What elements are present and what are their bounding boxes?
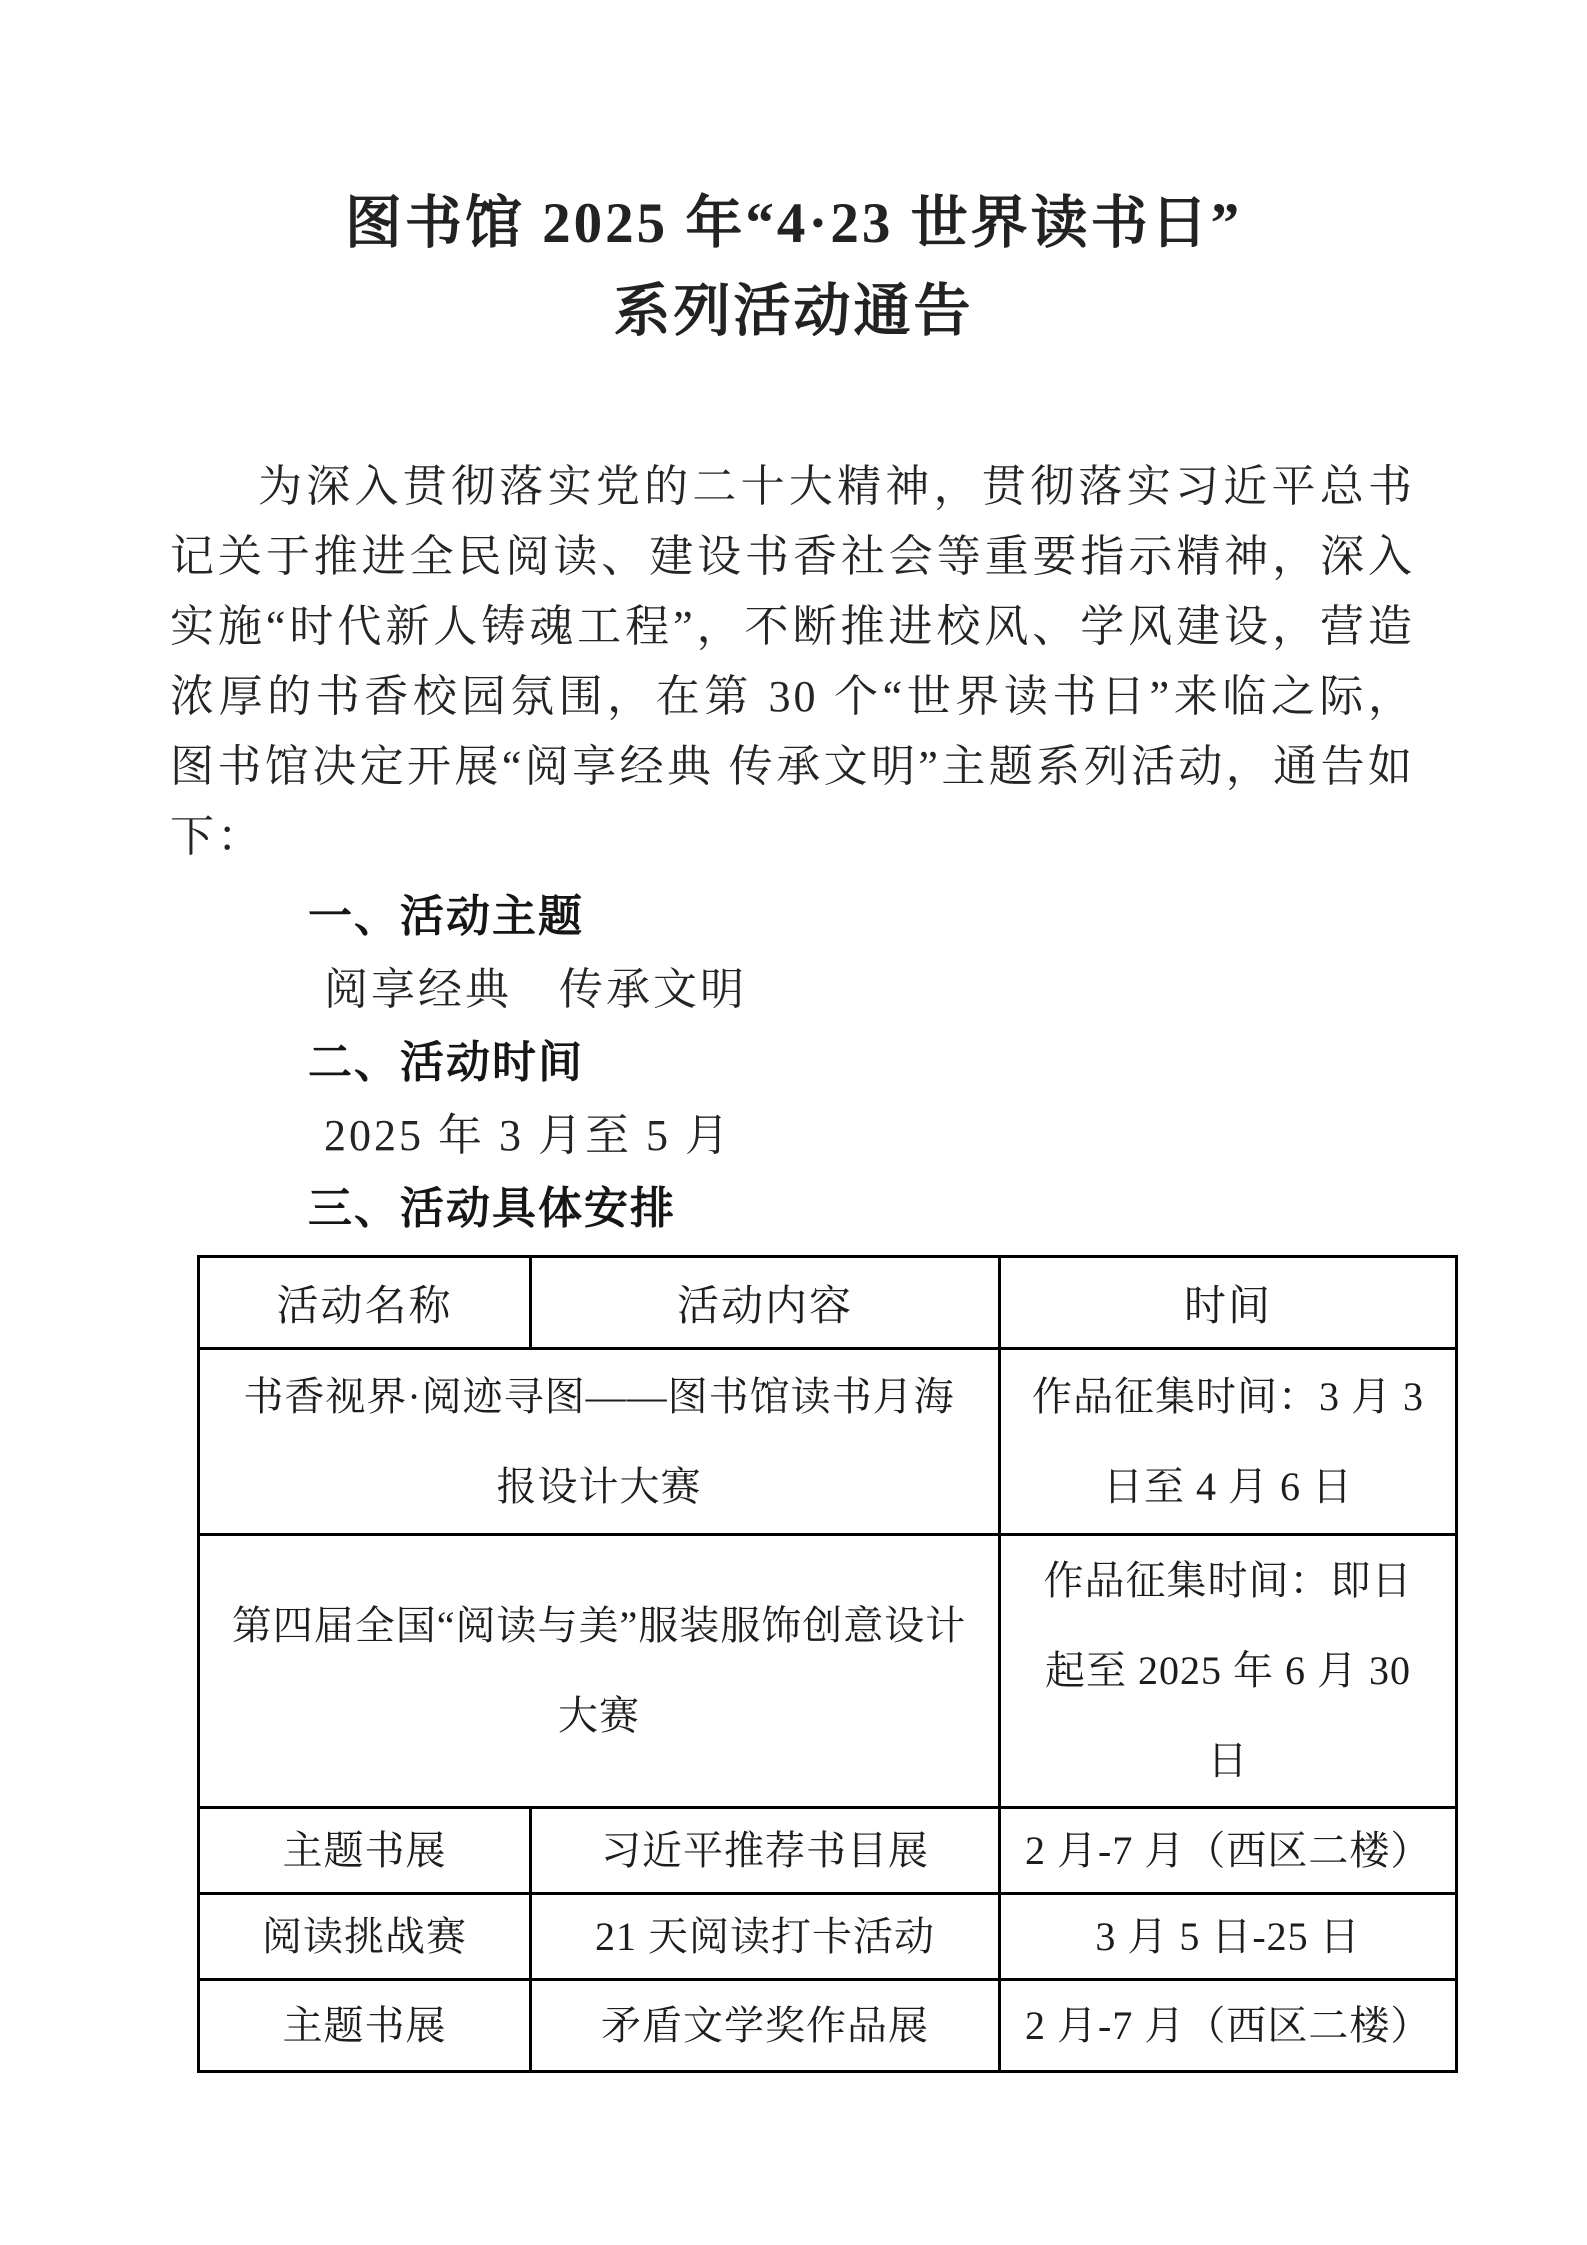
cell-activity-name: 主题书展 (199, 1808, 531, 1894)
cell-activity-name: 书香视界·阅迹寻图——图书馆读书月海报设计大赛 (199, 1349, 1000, 1535)
section-heading-schedule: 三、活动具体安排 (308, 1184, 676, 1233)
col-header-activity-content: 活动内容 (531, 1257, 1000, 1349)
cell-activity-content: 矛盾文学奖作品展 (531, 1980, 1000, 2072)
section-heading-theme: 一、活动主题 (308, 892, 584, 941)
table-row (199, 1808, 1457, 1894)
outline-sections (170, 880, 1415, 1245)
table-header-row (199, 1257, 1457, 1349)
cell-activity-name: 阅读挑战赛 (199, 1894, 531, 1980)
cell-activity-name: 第四届全国“阅读与美”服装服饰创意设计大赛 (199, 1535, 1000, 1808)
cell-activity-name: 主题书展 (199, 1980, 531, 2072)
section-heading-time: 二、活动时间 (308, 1038, 584, 1087)
col-header-activity-name: 活动名称 (199, 1257, 531, 1349)
title-line-1: 图书馆 2025 年“4·23 世界读书日” (344, 192, 1243, 255)
section-value-theme: 阅享经典 传承文明 (324, 965, 747, 1014)
table-row (199, 1535, 1457, 1808)
col-header-time: 时间 (1000, 1257, 1457, 1349)
cell-time: 作品征集时间：即日起至 2025 年 6 月 30 日 (1000, 1535, 1457, 1808)
document-title (0, 0, 1587, 356)
cell-time: 3 月 5 日-25 日 (1000, 1894, 1457, 1980)
cell-activity-content: 习近平推荐书目展 (531, 1808, 1000, 1894)
cell-time: 2 月-7 月（西区二楼） (1000, 1980, 1457, 2072)
table-row (199, 1980, 1457, 2072)
cell-activity-content: 21 天阅读打卡活动 (531, 1894, 1000, 1980)
activity-schedule-table (197, 1255, 1458, 2073)
cell-time: 作品征集时间：3 月 3 日至 4 月 6 日 (1000, 1349, 1457, 1535)
intro-paragraph: 为深入贯彻落实党的二十大精神，贯彻落实习近平总书记关于推进全民阅读、建设书香社会等重要指示精神，深入实施“时代新人铸魂工程”，不断推进校风、学风建设，营造浓厚的书香校园氛围，在第 30 个“世界读书日”来临之际，图书馆决定开展“阅享经典 传承文明”主题系列活动，通告如下： (170, 462, 1415, 861)
table-row (199, 1349, 1457, 1535)
section-value-time: 2025 年 3 月至 5 月 (324, 1111, 732, 1160)
title-line-2: 系列活动通告 (613, 280, 974, 343)
table-row (199, 1894, 1457, 1980)
cell-time: 2 月-7 月（西区二楼） (1000, 1808, 1457, 1894)
